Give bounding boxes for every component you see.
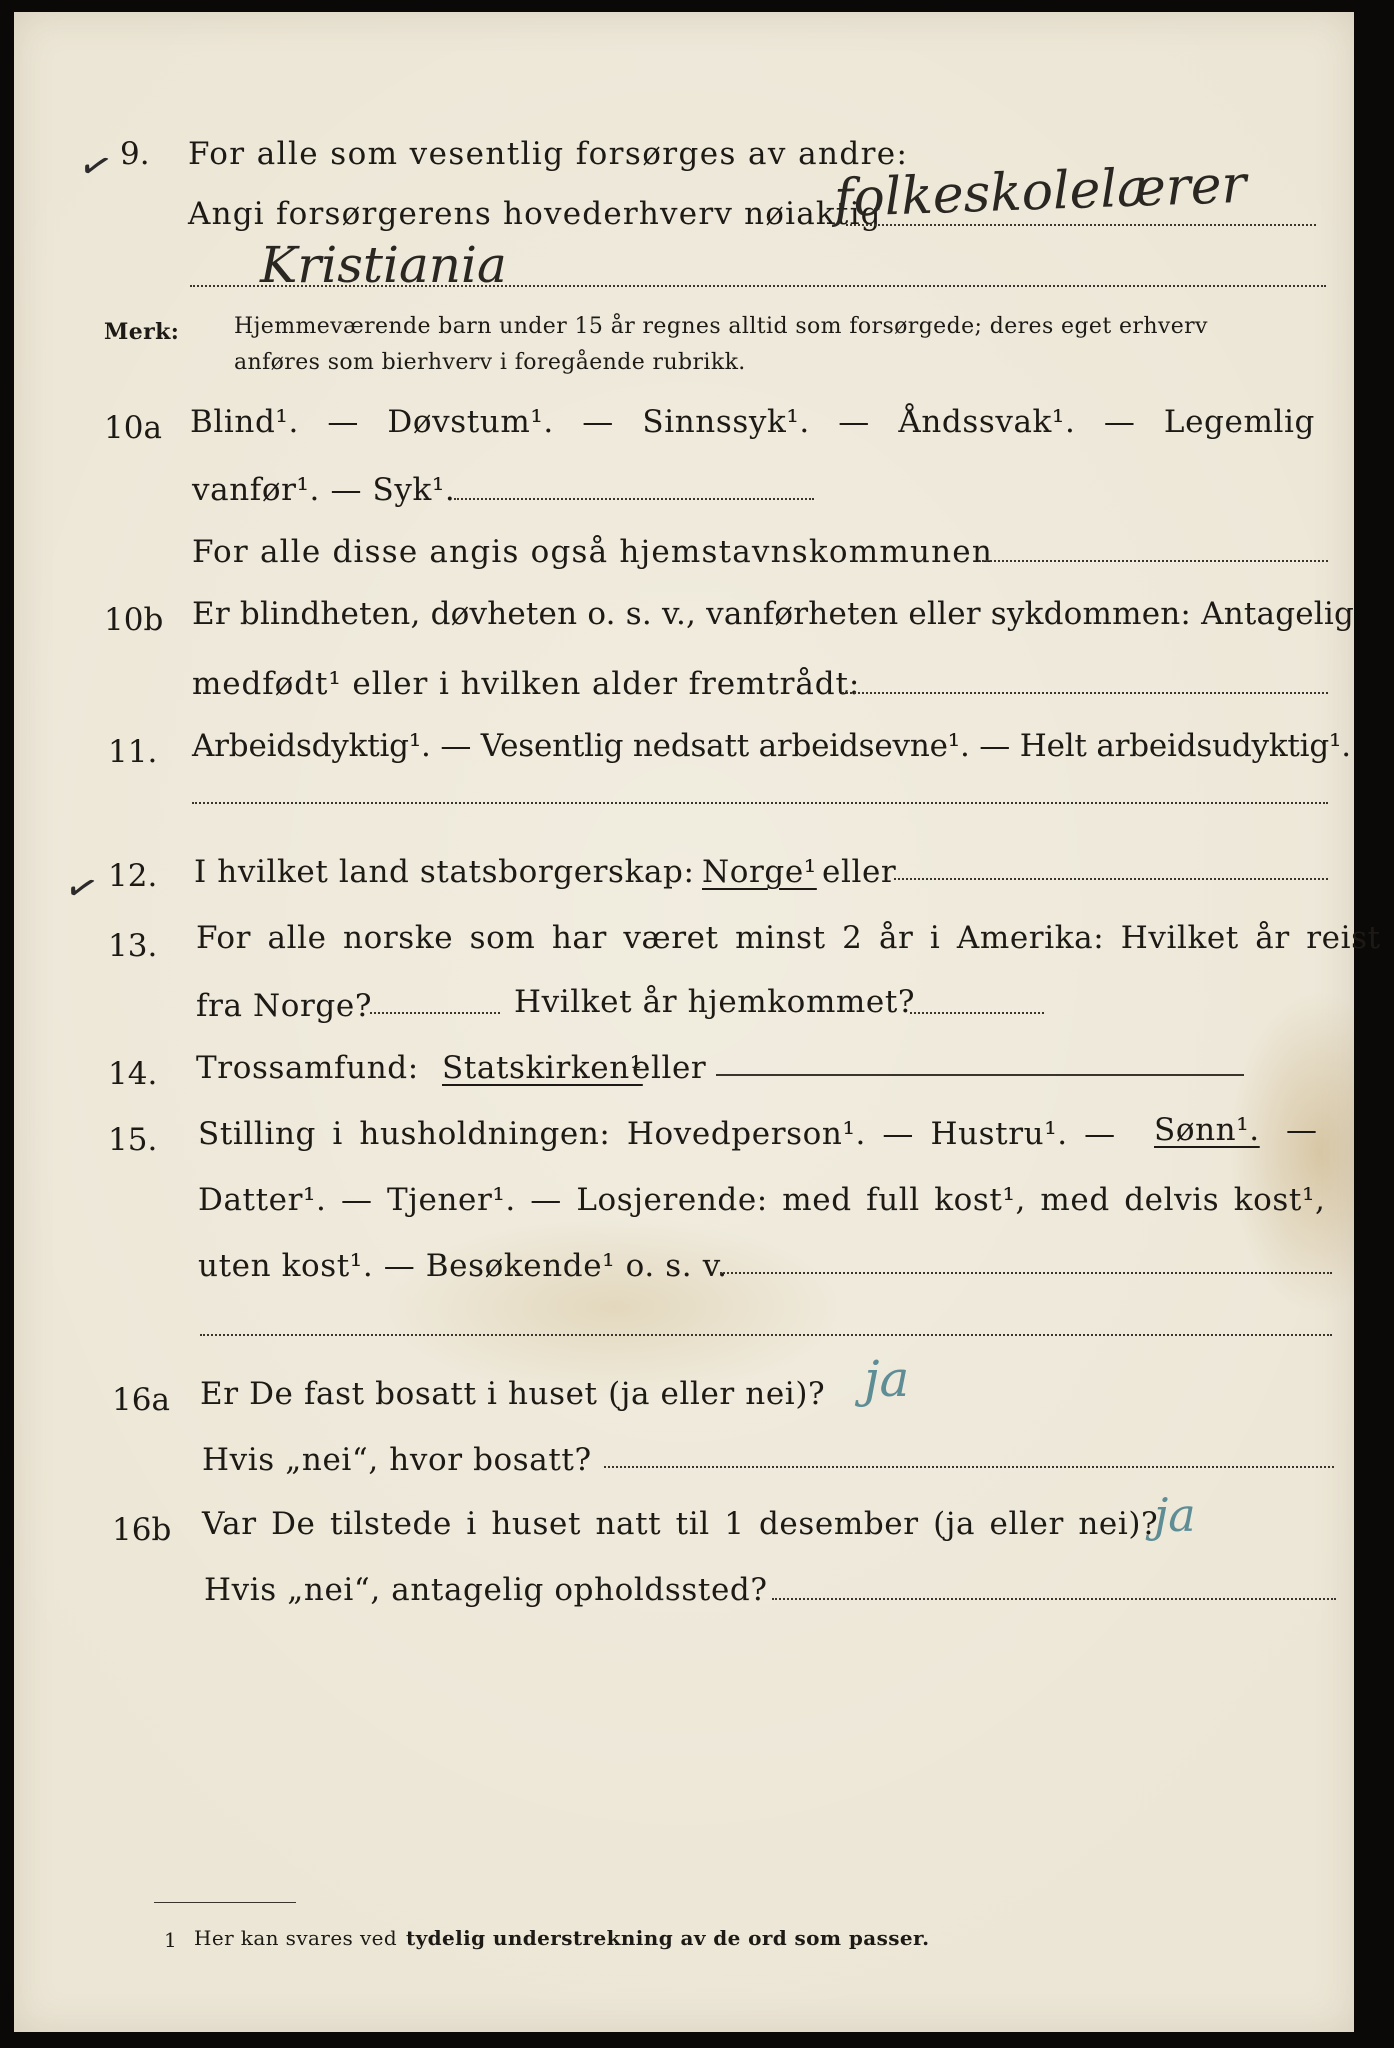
q12-text: I hvilket land statsborgerskap: <box>194 854 695 890</box>
q9-answer-place: Kristiania <box>260 236 507 294</box>
q9-answer-occupation: folkeskolelærer <box>833 154 1248 230</box>
q11-number: 11. <box>108 734 158 770</box>
q10a-answer-line-2 <box>978 560 1328 562</box>
merk-label: Merk: <box>104 319 180 345</box>
q10a-answer-line <box>454 498 814 500</box>
q11-answer-line <box>192 802 1328 804</box>
footnote-text-a: Her kan svares ved <box>194 1926 398 1950</box>
check-mark-icon: ✓ <box>73 140 118 192</box>
q16b-answer: ja <box>1154 1488 1196 1542</box>
footnote-marker: 1 <box>164 1928 178 1952</box>
q14-text: Trossamfund: <box>196 1050 419 1086</box>
q16b-line1: Var De tilstede i huset natt til 1 desember (ja eller nei)? <box>202 1506 1159 1542</box>
q16b-answer-line <box>772 1598 1336 1600</box>
q13-number: 13. <box>108 928 158 964</box>
q10a-line2: vanfør¹. — Syk¹. <box>192 472 456 508</box>
q12-suffix: eller <box>822 854 897 890</box>
q15-dash: — <box>1286 1112 1318 1148</box>
check-mark-icon-2: ✓ <box>59 862 104 914</box>
q15-line1a: Stilling i husholdningen: Hovedperson¹. — Hustru¹. — <box>198 1116 1116 1152</box>
q16a-answer-line <box>604 1466 1334 1468</box>
q15-line3: uten kost¹. — Besøkende¹ o. s. v. <box>198 1248 728 1284</box>
q12-option-norge: Norge¹ <box>702 854 817 890</box>
q11-line1: Arbeidsdyktig¹. — Vesentlig nedsatt arbeidsevne¹. — Helt arbeidsudyktig¹. <box>192 728 1351 764</box>
q10b-line2: medfødt¹ eller i hvilken alder fremtrådt: <box>192 666 861 702</box>
q16b-line2: Hvis „nei“, antagelig opholdssted? <box>204 1572 768 1608</box>
q9-answer-line-2 <box>190 285 1326 287</box>
q13-year-returned-line <box>910 1012 1044 1014</box>
q15-number: 15. <box>108 1122 158 1158</box>
q9-number: 9. <box>120 136 150 172</box>
footnote-text-b: tydelig understrekning av de ord som passer. <box>406 1926 930 1950</box>
q9-line1: For alle som vesentlig forsørges av andre: <box>188 136 909 172</box>
q14-number: 14. <box>108 1056 158 1092</box>
q14-option-statskirken: Statskirken¹ <box>442 1050 643 1086</box>
merk-line1: Hjemmeværende barn under 15 år regnes alltid som forsørgede; deres eget erhverv <box>234 314 1208 339</box>
q10a-line1: Blind¹. — Døvstum¹. — Sinnssyk¹. — Åndssvak¹. — Legemlig <box>190 404 1315 440</box>
q16b-number: 16b <box>112 1512 172 1548</box>
q15-line2: Datter¹. — Tjener¹. — Losjerende: med full kost¹, med delvis kost¹, <box>198 1182 1326 1218</box>
q10a-number: 10a <box>104 410 162 446</box>
q9-answer-line <box>846 224 1316 226</box>
census-form-page <box>14 12 1381 2032</box>
q13-line2b: Hvilket år hjemkommet? <box>514 984 916 1020</box>
q13-year-left-line <box>370 1012 500 1014</box>
q12-number: 12. <box>108 858 158 894</box>
q16a-line1: Er De fast bosatt i huset (ja eller nei)? <box>200 1376 826 1412</box>
q12-answer-line <box>894 878 1328 880</box>
merk-line2: anføres som bierhverv i foregående rubrikk. <box>234 350 746 375</box>
q10b-answer-line <box>842 692 1328 694</box>
q14-suffix: eller <box>632 1050 707 1086</box>
q13-line2a: fra Norge? <box>196 988 373 1024</box>
q16a-answer: ja <box>864 1350 910 1408</box>
q9-line2: Angi forsørgerens hovederhverv nøiaktig <box>188 196 882 232</box>
footnote-rule <box>154 1902 296 1903</box>
q10b-number: 10b <box>104 602 164 638</box>
q15-answer-line <box>720 1272 1332 1274</box>
q15-answer-line-2 <box>200 1334 1332 1336</box>
q13-line1: For alle norske som har været minst 2 år i Amerika: Hvilket år reist <box>196 920 1381 956</box>
q14-answer-line <box>716 1074 1244 1076</box>
q10a-line3: For alle disse angis også hjemstavnskommunen <box>192 534 993 570</box>
q16a-line2: Hvis „nei“, hvor bosatt? <box>202 1442 592 1478</box>
q15-option-sonn: Sønn¹. <box>1154 1112 1260 1148</box>
q10b-line1: Er blindheten, døvheten o. s. v., vanførheten eller sykdommen: Antagelig <box>192 596 1355 632</box>
q16a-number: 16a <box>112 1382 170 1418</box>
